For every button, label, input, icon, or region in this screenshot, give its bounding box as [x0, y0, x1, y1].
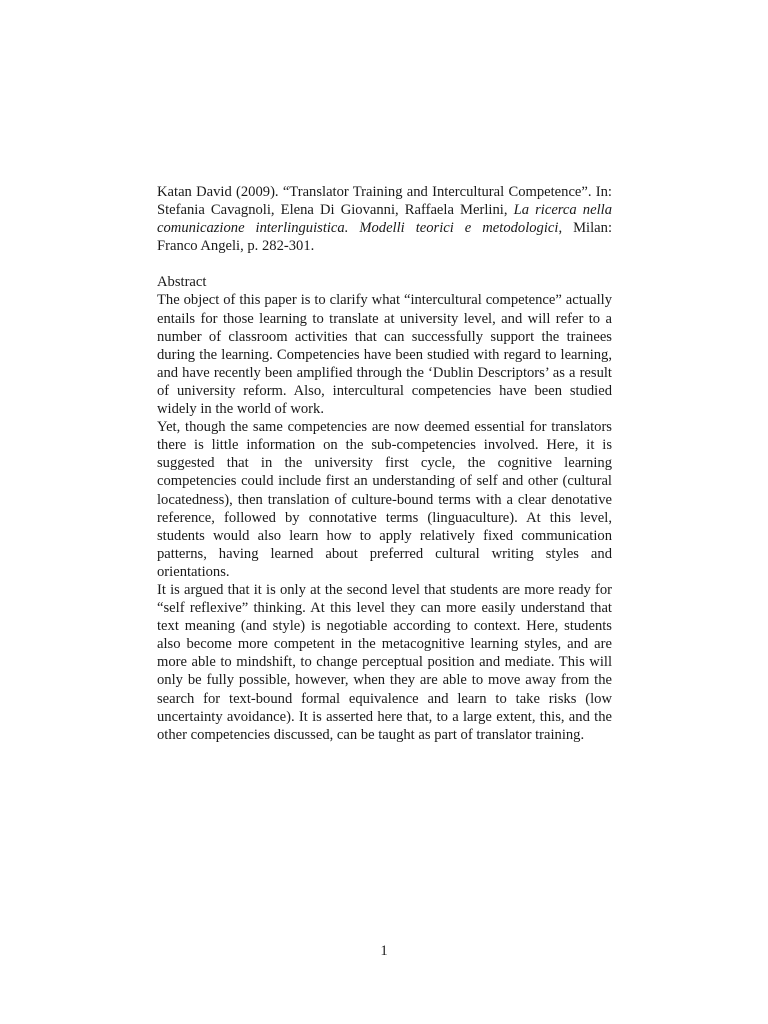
abstract-paragraph-1: The object of this paper is to clarify what “intercultural competence” actually entails for those learning to translate at university level, and will refer to a number of classroom activities that can successfully support the trainees during the learning. Competencies have been studied with regard to learning, and have recently been amplified through the ‘Dublin Descriptors’ as a result of university reform. Also, intercultural competencies have been studied widely in the world of work. — [157, 292, 612, 418]
citation-book-title: La ricerca nella comunicazione interlinguistica. Modelli teorici e metodologici — [157, 202, 612, 237]
page-content — [157, 183, 612, 744]
abstract-paragraph-3: It is argued that it is only at the second level that students are more ready for “self reflexive” thinking. At this level they can more easily understand that text meaning (and style) is negotiable according to context. Here, students also become more competent in the metacognitive learning styles, and are more able to mindshift, to change perceptual position and mediate. This will only be fully possible, however, when they are able to move away from the search for text-bound formal equivalence and learn to take risks (low uncertainty avoidance). It is asserted here that, to a large extent, this, and the other competencies discussed, can be taught as part of translator training. — [157, 581, 612, 743]
citation-publisher: , Milan: Franco Angeli, p. 282-301. — [157, 220, 612, 255]
page-number: 1 — [380, 943, 388, 959]
abstract-heading: Abstract — [157, 274, 207, 291]
citation-authors: Katan David (2009). “Translator Training and Intercultural Competence”. In: Stefania Cavagnoli, Elena Di Giovanni, Raffaela Merlini, — [157, 184, 612, 219]
citation — [157, 183, 612, 255]
abstract-paragraph-2: Yet, though the same competencies are now deemed essential for translators there is little information on the sub-competencies involved. Here, it is suggested that in the university first cycle, the cognitive learning competencies could include first an understanding of self and other (cultural locatedness), then translation of culture-bound terms with a clear denotative reference, followed by connotative terms (linguaculture). At this level, students would also learn how to apply relatively fixed communication patterns, having learned about preferred cultural writing styles and orientations. — [157, 419, 612, 580]
